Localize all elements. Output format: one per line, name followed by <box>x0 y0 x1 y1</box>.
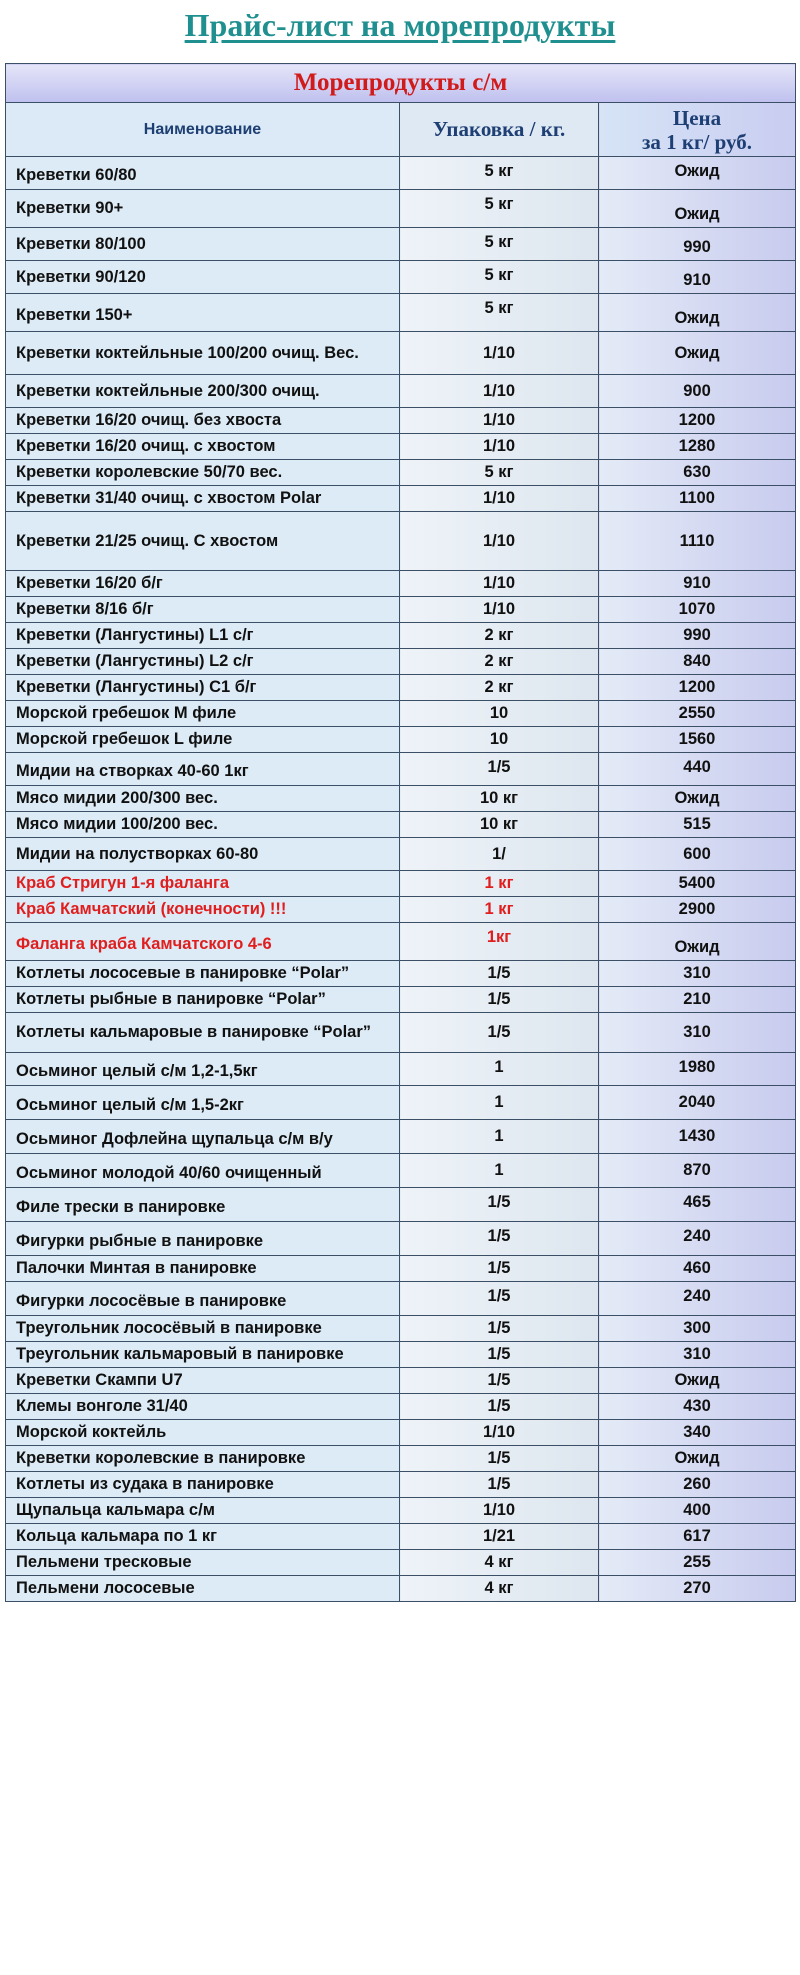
product-price: 2550 <box>599 701 796 727</box>
product-name: Филе трески в панировке <box>6 1188 400 1222</box>
product-price: 600 <box>599 838 796 871</box>
table-row <box>6 871 796 897</box>
table-row <box>6 1013 796 1053</box>
product-pack: 1/5 <box>400 1394 599 1420</box>
product-pack: 5 кг <box>400 460 599 486</box>
product-pack: 1/10 <box>400 332 599 375</box>
product-pack: 1кг <box>400 923 599 961</box>
product-name: Котлеты лососевые в панировке “Polar” <box>6 961 400 987</box>
column-header-pack: Упаковка / кг. <box>400 103 599 157</box>
product-name: Креветки Скампи U7 <box>6 1368 400 1394</box>
product-price: 1980 <box>599 1053 796 1086</box>
table-row <box>6 261 796 294</box>
product-pack: 10 <box>400 701 599 727</box>
product-price: 900 <box>599 375 796 408</box>
table-row <box>6 812 796 838</box>
product-name: Палочки Минтая в панировке <box>6 1256 400 1282</box>
table-row <box>6 727 796 753</box>
product-name: Мясо мидии 200/300 вес. <box>6 786 400 812</box>
product-price: 310 <box>599 1342 796 1368</box>
product-price: 1110 <box>599 512 796 571</box>
product-price: Ожид <box>599 1368 796 1394</box>
product-pack: 10 кг <box>400 786 599 812</box>
table-row <box>6 294 796 332</box>
product-pack: 1/5 <box>400 1446 599 1472</box>
product-name: Мясо мидии 100/200 вес. <box>6 812 400 838</box>
table-row <box>6 987 796 1013</box>
table-row <box>6 1446 796 1472</box>
column-header-price-line1: Цена <box>672 105 722 130</box>
page-title: Прайс-лист на морепродукты <box>184 7 616 43</box>
product-pack: 1 кг <box>400 871 599 897</box>
product-price: 910 <box>599 571 796 597</box>
product-pack: 2 кг <box>400 675 599 701</box>
table-row <box>6 332 796 375</box>
table-row <box>6 623 796 649</box>
table-row <box>6 486 796 512</box>
product-name: Фаланга краба Камчатского 4-6 <box>6 923 400 961</box>
table-row <box>6 1368 796 1394</box>
product-price: Ожид <box>599 786 796 812</box>
product-pack: 1/5 <box>400 1472 599 1498</box>
product-name: Креветки 21/25 очищ. С хвостом <box>6 512 400 571</box>
product-price: 300 <box>599 1316 796 1342</box>
product-price: 255 <box>599 1550 796 1576</box>
product-pack: 1/5 <box>400 1342 599 1368</box>
product-name: Котлеты кальмаровые в панировке “Polar” <box>6 1013 400 1053</box>
product-pack: 5 кг <box>400 157 599 190</box>
product-pack: 1/10 <box>400 597 599 623</box>
product-pack: 10 <box>400 727 599 753</box>
product-pack: 1/10 <box>400 486 599 512</box>
product-name: Креветки 80/100 <box>6 228 400 261</box>
table-row <box>6 753 796 786</box>
table-row <box>6 923 796 961</box>
product-name: Креветки 90+ <box>6 190 400 228</box>
product-price: 1560 <box>599 727 796 753</box>
table-row <box>6 375 796 408</box>
product-name: Фигурки рыбные в панировке <box>6 1222 400 1256</box>
product-pack: 1/5 <box>400 1222 599 1256</box>
product-price: 240 <box>599 1282 796 1316</box>
product-pack: 1/10 <box>400 434 599 460</box>
product-pack: 5 кг <box>400 190 599 228</box>
product-price: 1100 <box>599 486 796 512</box>
product-price: Ожид <box>599 190 796 228</box>
product-price: 990 <box>599 623 796 649</box>
product-name: Креветки (Лангустины) L2 с/г <box>6 649 400 675</box>
product-name: Креветки 90/120 <box>6 261 400 294</box>
product-price: 5400 <box>599 871 796 897</box>
table-row <box>6 408 796 434</box>
product-name: Креветки 8/16 б/г <box>6 597 400 623</box>
table-row <box>6 460 796 486</box>
table-row <box>6 1550 796 1576</box>
section-title: Морепродукты с/м <box>6 64 796 103</box>
product-price: 870 <box>599 1154 796 1188</box>
section-header-row <box>6 64 796 103</box>
product-price: 630 <box>599 460 796 486</box>
product-name: Краб Камчатский (конечности) !!! <box>6 897 400 923</box>
product-name: Креветки 16/20 б/г <box>6 571 400 597</box>
product-pack: 1/10 <box>400 1498 599 1524</box>
product-price: Ожид <box>599 1446 796 1472</box>
table-row <box>6 1316 796 1342</box>
table-row <box>6 1282 796 1316</box>
product-name: Мидии на полустворках 60-80 <box>6 838 400 871</box>
table-row <box>6 961 796 987</box>
table-row <box>6 1472 796 1498</box>
product-pack: 1/10 <box>400 512 599 571</box>
table-row <box>6 649 796 675</box>
product-name: Креветки 31/40 очищ. с хвостом Polar <box>6 486 400 512</box>
product-pack: 4 кг <box>400 1576 599 1602</box>
table-row <box>6 1188 796 1222</box>
product-pack: 2 кг <box>400 623 599 649</box>
product-pack: 1/10 <box>400 1420 599 1446</box>
table-row <box>6 1154 796 1188</box>
product-price: Ожид <box>599 332 796 375</box>
product-name: Котлеты из судака в панировке <box>6 1472 400 1498</box>
table-row <box>6 1420 796 1446</box>
product-pack: 1/5 <box>400 1188 599 1222</box>
product-price: 430 <box>599 1394 796 1420</box>
product-pack: 1/5 <box>400 1013 599 1053</box>
product-price: Ожид <box>599 294 796 332</box>
product-pack: 5 кг <box>400 294 599 332</box>
product-name: Мидии на створках 40-60 1кг <box>6 753 400 786</box>
product-name: Осьминог Дофлейна щупальца с/м в/у <box>6 1120 400 1154</box>
product-price: Ожид <box>599 157 796 190</box>
product-name: Клемы вонголе 31/40 <box>6 1394 400 1420</box>
product-price: 840 <box>599 649 796 675</box>
product-pack: 1/21 <box>400 1524 599 1550</box>
table-row <box>6 1498 796 1524</box>
product-price: 2900 <box>599 897 796 923</box>
product-price: 1430 <box>599 1120 796 1154</box>
table-row <box>6 157 796 190</box>
column-header-row <box>6 103 796 157</box>
table-row <box>6 228 796 261</box>
product-pack: 1 <box>400 1154 599 1188</box>
product-price: Ожид <box>599 923 796 961</box>
table-row <box>6 1256 796 1282</box>
product-name: Морской гребешок L филе <box>6 727 400 753</box>
product-pack: 4 кг <box>400 1550 599 1576</box>
product-price: 990 <box>599 228 796 261</box>
product-price: 910 <box>599 261 796 294</box>
product-pack: 1/5 <box>400 987 599 1013</box>
column-header-name: Наименование <box>6 103 400 157</box>
product-pack: 1/10 <box>400 408 599 434</box>
product-name: Осьминог целый с/м 1,5-2кг <box>6 1086 400 1120</box>
product-pack: 5 кг <box>400 228 599 261</box>
product-name: Креветки 150+ <box>6 294 400 332</box>
table-row <box>6 1342 796 1368</box>
product-name: Краб Стригун 1-я фаланга <box>6 871 400 897</box>
product-pack: 1 кг <box>400 897 599 923</box>
table-row <box>6 897 796 923</box>
product-pack: 10 кг <box>400 812 599 838</box>
product-pack: 1 <box>400 1086 599 1120</box>
product-price: 310 <box>599 1013 796 1053</box>
product-price: 260 <box>599 1472 796 1498</box>
product-pack: 1/10 <box>400 571 599 597</box>
product-price: 1280 <box>599 434 796 460</box>
product-pack: 1 <box>400 1053 599 1086</box>
table-row <box>6 1524 796 1550</box>
product-name: Осьминог целый с/м 1,2-1,5кг <box>6 1053 400 1086</box>
product-name: Креветки коктейльные 100/200 очищ. Вес. <box>6 332 400 375</box>
table-row <box>6 571 796 597</box>
product-name: Треугольник лососёвый в панировке <box>6 1316 400 1342</box>
table-row <box>6 597 796 623</box>
product-name: Креветки королевские 50/70 вес. <box>6 460 400 486</box>
product-name: Креветки 16/20 очищ. без хвоста <box>6 408 400 434</box>
product-price: 617 <box>599 1524 796 1550</box>
column-header-price-line2: за 1 кг/ руб. <box>641 129 753 154</box>
product-name: Фигурки лососёвые в панировке <box>6 1282 400 1316</box>
product-name: Креветки коктейльные 200/300 очищ. <box>6 375 400 408</box>
product-price: 1070 <box>599 597 796 623</box>
product-name: Котлеты рыбные в панировке “Polar” <box>6 987 400 1013</box>
table-row <box>6 512 796 571</box>
table-row <box>6 701 796 727</box>
product-price: 340 <box>599 1420 796 1446</box>
product-pack: 1/5 <box>400 1256 599 1282</box>
product-pack: 1/5 <box>400 1316 599 1342</box>
table-row <box>6 675 796 701</box>
product-name: Креветки 16/20 очищ. с хвостом <box>6 434 400 460</box>
product-name: Пельмени лососевые <box>6 1576 400 1602</box>
product-price: 440 <box>599 753 796 786</box>
table-row <box>6 1120 796 1154</box>
product-name: Креветки (Лангустины) С1 б/г <box>6 675 400 701</box>
product-price: 465 <box>599 1188 796 1222</box>
table-row <box>6 1394 796 1420</box>
product-name: Креветки королевские в панировке <box>6 1446 400 1472</box>
column-header-price <box>599 103 796 157</box>
table-row <box>6 434 796 460</box>
price-table <box>5 63 796 1602</box>
product-price: 1200 <box>599 408 796 434</box>
table-row <box>6 190 796 228</box>
product-price: 460 <box>599 1256 796 1282</box>
product-pack: 1/10 <box>400 375 599 408</box>
product-name: Креветки (Лангустины) L1 с/г <box>6 623 400 649</box>
product-price: 515 <box>599 812 796 838</box>
table-row <box>6 838 796 871</box>
table-row <box>6 1576 796 1602</box>
product-pack: 1 <box>400 1120 599 1154</box>
product-pack: 1/5 <box>400 961 599 987</box>
product-price: 1200 <box>599 675 796 701</box>
product-pack: 1/5 <box>400 753 599 786</box>
table-row <box>6 786 796 812</box>
product-pack: 1/5 <box>400 1368 599 1394</box>
product-price: 310 <box>599 961 796 987</box>
product-pack: 2 кг <box>400 649 599 675</box>
product-price: 240 <box>599 1222 796 1256</box>
product-price: 210 <box>599 987 796 1013</box>
product-name: Треугольник кальмаровый в панировке <box>6 1342 400 1368</box>
product-name: Морской коктейль <box>6 1420 400 1446</box>
product-name: Осьминог молодой 40/60 очищенный <box>6 1154 400 1188</box>
product-name: Пельмени тресковые <box>6 1550 400 1576</box>
table-row <box>6 1222 796 1256</box>
product-name: Щупальца кальмара с/м <box>6 1498 400 1524</box>
table-row <box>6 1053 796 1086</box>
product-price: 2040 <box>599 1086 796 1120</box>
table-row <box>6 1086 796 1120</box>
product-price: 400 <box>599 1498 796 1524</box>
product-pack: 1/ <box>400 838 599 871</box>
product-name: Кольца кальмара по 1 кг <box>6 1524 400 1550</box>
product-pack: 1/5 <box>400 1282 599 1316</box>
product-pack: 5 кг <box>400 261 599 294</box>
product-name: Креветки 60/80 <box>6 157 400 190</box>
product-price: 270 <box>599 1576 796 1602</box>
product-name: Морской гребешок M филе <box>6 701 400 727</box>
